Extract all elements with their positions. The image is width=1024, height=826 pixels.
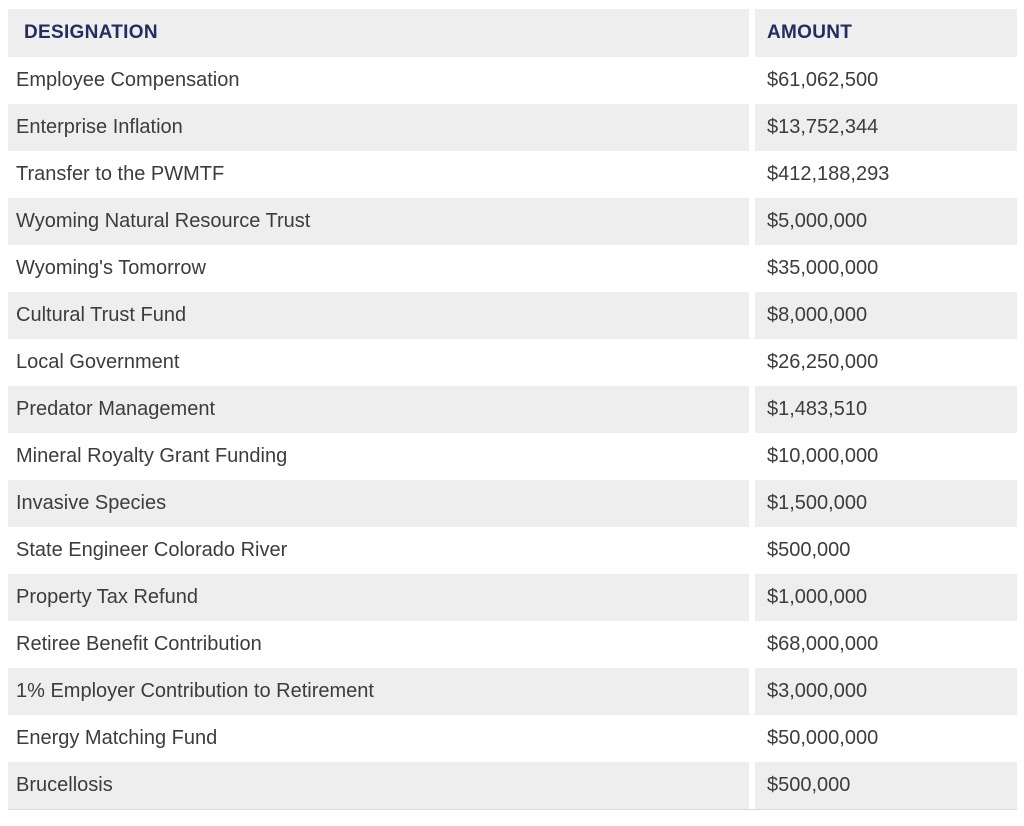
designation-cell: 1% Employer Contribution to Retirement [8,668,749,715]
table-row [8,104,1017,151]
amount-cell: $26,250,000 [749,339,1017,386]
table-row [8,480,1017,527]
column-header-amount: AMOUNT [749,9,1017,57]
amount-cell: $13,752,344 [749,104,1017,151]
header-row [8,9,1017,57]
amount-cell: $5,000,000 [749,198,1017,245]
amount-cell: $1,483,510 [749,386,1017,433]
table-row [8,198,1017,245]
amount-cell: $1,000,000 [749,574,1017,621]
designation-cell: Cultural Trust Fund [8,292,749,339]
amount-cell: $500,000 [749,527,1017,574]
table-body [8,57,1017,809]
table-header [8,9,1017,57]
column-header-designation: DESIGNATION [8,9,749,57]
table-row [8,386,1017,433]
designation-cell: Energy Matching Fund [8,715,749,762]
table-row [8,57,1017,104]
table-row [8,245,1017,292]
table-row [8,433,1017,480]
designation-cell: Wyoming's Tomorrow [8,245,749,292]
amount-cell: $10,000,000 [749,433,1017,480]
appropriations-table [8,9,1017,810]
designation-cell: Retiree Benefit Contribution [8,621,749,668]
amount-cell: $412,188,293 [749,151,1017,198]
table-row [8,715,1017,762]
designation-cell: Property Tax Refund [8,574,749,621]
designation-cell: Wyoming Natural Resource Trust [8,198,749,245]
amount-cell: $50,000,000 [749,715,1017,762]
amount-cell: $500,000 [749,762,1017,809]
designation-cell: Brucellosis [8,762,749,809]
designation-cell: Transfer to the PWMTF [8,151,749,198]
amount-cell: $68,000,000 [749,621,1017,668]
designation-cell: Enterprise Inflation [8,104,749,151]
table-row [8,668,1017,715]
table-row [8,574,1017,621]
amount-cell: $8,000,000 [749,292,1017,339]
designation-cell: Invasive Species [8,480,749,527]
table-row [8,339,1017,386]
designation-cell: Local Government [8,339,749,386]
designation-cell: Predator Management [8,386,749,433]
amount-cell: $35,000,000 [749,245,1017,292]
amount-cell: $61,062,500 [749,57,1017,104]
amount-cell: $3,000,000 [749,668,1017,715]
table-row [8,621,1017,668]
designation-cell: Mineral Royalty Grant Funding [8,433,749,480]
table-row [8,151,1017,198]
amount-cell: $1,500,000 [749,480,1017,527]
designation-cell: State Engineer Colorado River [8,527,749,574]
table-row [8,527,1017,574]
table-row [8,292,1017,339]
designation-cell: Employee Compensation [8,57,749,104]
table-row [8,762,1017,809]
